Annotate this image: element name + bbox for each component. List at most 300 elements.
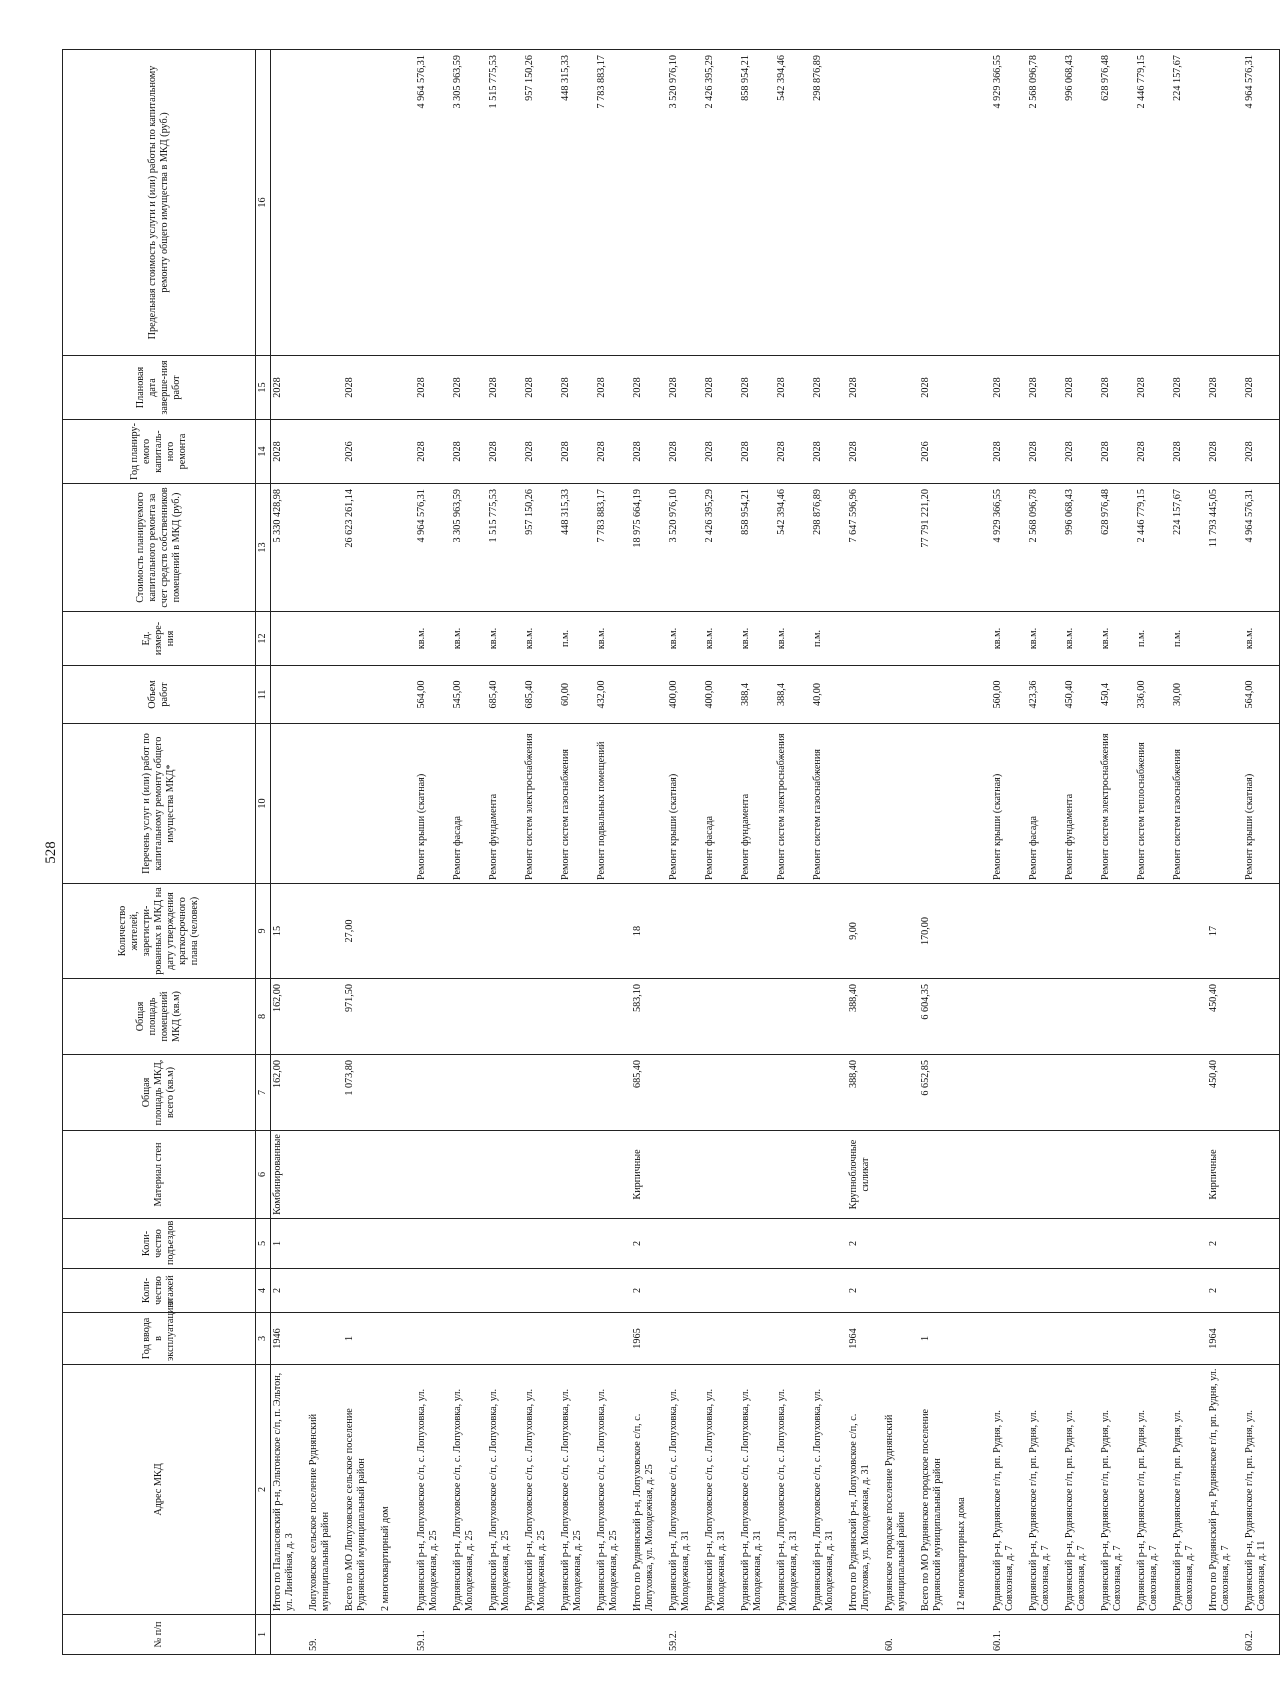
table-cell <box>991 1055 1027 1131</box>
table-cell <box>451 1055 487 1131</box>
table-row <box>955 50 991 1655</box>
table-cell: п.м. <box>1171 612 1207 666</box>
table-cell: 858 954,21 <box>739 50 775 356</box>
table-cell: п.м. <box>1135 612 1171 666</box>
table-cell: Комбинированные <box>271 1131 308 1219</box>
table-cell <box>559 1055 595 1131</box>
table-cell: 2026 <box>343 420 379 484</box>
table-cell <box>739 1269 775 1313</box>
table-cell <box>1243 884 1280 979</box>
table-cell <box>1099 979 1135 1055</box>
table-cell <box>847 612 883 666</box>
table-cell <box>703 1269 739 1313</box>
table-cell: кв.м. <box>1099 612 1135 666</box>
table-cell <box>739 884 775 979</box>
table-cell <box>1099 884 1135 979</box>
table-cell: 2 426 395,29 <box>703 484 739 612</box>
column-number-row <box>256 50 271 1655</box>
table-cell <box>955 1313 991 1365</box>
table-cell: Итого по Палласовский р-н, Эльтонское с/п, п. Эльтон, ул. Линейная, д. 3 <box>271 1365 308 1615</box>
table-cell <box>811 1055 847 1131</box>
table-cell <box>1135 1269 1171 1313</box>
table-cell <box>667 1219 703 1269</box>
table-cell <box>307 1313 343 1365</box>
table-cell: 2028 <box>1135 356 1171 420</box>
table-cell: 2028 <box>487 356 523 420</box>
table-cell <box>379 612 415 666</box>
table-cell <box>1243 1131 1280 1219</box>
table-cell: 448 315,33 <box>559 484 595 612</box>
table-cell: 3 305 963,59 <box>451 50 487 356</box>
table-cell: Руднянское городское поселение Руднянский муниципальный район <box>883 1365 919 1615</box>
table-cell <box>379 50 415 356</box>
table-cell: 2028 <box>811 356 847 420</box>
table-cell: 1965 <box>631 1313 667 1365</box>
column-header: Стоимость планируемого капитального ремонта за счет средств собственников помещений в МКД (руб.) <box>63 484 256 612</box>
table-cell <box>487 1313 523 1365</box>
table-cell <box>307 1055 343 1131</box>
table-cell: 2028 <box>1243 356 1280 420</box>
table-cell <box>703 979 739 1055</box>
table-cell <box>307 484 343 612</box>
table-cell <box>307 1219 343 1269</box>
table-cell <box>343 612 379 666</box>
table-cell <box>991 1269 1027 1313</box>
table-cell: 2028 <box>919 356 955 420</box>
table-cell: 2028 <box>811 420 847 484</box>
table-cell: 388,40 <box>847 979 883 1055</box>
table-cell <box>883 884 919 979</box>
table-cell: 59.2. <box>667 1615 703 1655</box>
column-number: 2 <box>256 1365 271 1615</box>
table-cell: 450,40 <box>1063 666 1099 724</box>
table-cell: 2028 <box>1063 356 1099 420</box>
table-cell: кв.м. <box>775 612 811 666</box>
column-header: Объем работ <box>63 666 256 724</box>
table-cell: Руднянский р-н, Руднянское г/п, рп. Рудня, ул. Совхозная, д. 11 <box>1243 1365 1280 1615</box>
table-cell: 27,00 <box>343 884 379 979</box>
table-cell: Ремонт систем газоснабжения <box>559 724 595 884</box>
table-cell: 60,00 <box>559 666 595 724</box>
table-body <box>271 50 1280 1655</box>
table-cell <box>1099 1269 1135 1313</box>
table-cell <box>559 1269 595 1313</box>
table-cell: 450,4 <box>1099 666 1135 724</box>
table-cell: 2028 <box>523 356 559 420</box>
table-cell <box>415 1055 451 1131</box>
table-cell: 7 783 883,17 <box>595 50 631 356</box>
table-cell <box>1135 1615 1171 1655</box>
table-cell <box>1135 1313 1171 1365</box>
table-cell <box>955 884 991 979</box>
table-cell: 2028 <box>631 420 667 484</box>
table-cell: 4 964 576,31 <box>1243 50 1280 356</box>
column-number: 14 <box>256 420 271 484</box>
table-cell <box>739 1055 775 1131</box>
table-cell: 400,00 <box>703 666 739 724</box>
table-cell: 2028 <box>487 420 523 484</box>
table-cell: 2028 <box>631 356 667 420</box>
table-cell <box>811 1219 847 1269</box>
table-cell: 162,00 <box>271 979 308 1055</box>
table-cell <box>307 666 343 724</box>
table-cell <box>451 1269 487 1313</box>
table-cell: Руднянский р-н, Лопуховское с/п, с. Лопуховка, ул. Молодежная, д. 31 <box>739 1365 775 1615</box>
table-row <box>1171 50 1207 1655</box>
table-cell <box>1171 884 1207 979</box>
table-cell: 2 <box>631 1219 667 1269</box>
column-number: 12 <box>256 612 271 666</box>
table-cell: Руднянский р-н, Лопуховское с/п, с. Лопуховка, ул. Молодежная, д. 25 <box>523 1365 559 1615</box>
table-cell <box>379 1313 415 1365</box>
table-cell: 2 <box>631 1269 667 1313</box>
table-cell <box>379 724 415 884</box>
column-number: 7 <box>256 1055 271 1131</box>
table-row <box>703 50 739 1655</box>
table-cell <box>1171 1219 1207 1269</box>
table-cell <box>379 484 415 612</box>
table-cell <box>523 1131 559 1219</box>
table-cell <box>1027 884 1063 979</box>
column-header: Перечень услуг и (или) работ по капитальному ремонту общего имущества МКД* <box>63 724 256 884</box>
table-row <box>991 50 1027 1655</box>
table-cell <box>307 612 343 666</box>
table-cell: п.м. <box>811 612 847 666</box>
table-cell: 2026 <box>919 420 955 484</box>
column-number: 3 <box>256 1313 271 1365</box>
table-cell: 1946 <box>271 1313 308 1365</box>
table-cell: 2028 <box>595 420 631 484</box>
table-cell: 2028 <box>739 356 775 420</box>
table-cell: Руднянский р-н, Руднянское г/п, рп. Рудня, ул. Совхозная, д. 7 <box>991 1365 1027 1615</box>
table-cell: 2028 <box>775 356 811 420</box>
table-cell: 2028 <box>667 356 703 420</box>
table-cell <box>271 50 308 356</box>
table-cell: 2 446 779,15 <box>1135 484 1171 612</box>
table-cell: 2028 <box>847 356 883 420</box>
table-cell: 2 <box>847 1269 883 1313</box>
table-cell: Кирпичные <box>1207 1131 1243 1219</box>
table-cell <box>451 1131 487 1219</box>
table-cell: 2028 <box>451 356 487 420</box>
table-cell <box>343 666 379 724</box>
table-cell <box>559 884 595 979</box>
table-cell: 2028 <box>559 356 595 420</box>
table-cell: 1 <box>271 1219 308 1269</box>
table-cell <box>847 1615 883 1655</box>
column-header: Адрес МКД <box>63 1365 256 1615</box>
table-row <box>379 50 415 1655</box>
table-cell: Ремонт систем газоснабжения <box>811 724 847 884</box>
column-number: 1 <box>256 1615 271 1655</box>
table-cell <box>991 979 1027 1055</box>
column-number: 13 <box>256 484 271 612</box>
table-cell <box>775 1313 811 1365</box>
table-cell <box>595 1055 631 1131</box>
table-cell <box>415 1219 451 1269</box>
table-cell: 1 515 775,53 <box>487 50 523 356</box>
table-cell <box>919 612 955 666</box>
table-cell: п.м. <box>559 612 595 666</box>
table-cell <box>955 1219 991 1269</box>
table-cell: Руднянский р-н, Лопуховское с/п, с. Лопуховка, ул. Молодежная, д. 31 <box>811 1365 847 1615</box>
table-cell: кв.м. <box>1243 612 1280 666</box>
table-cell: 448 315,33 <box>559 50 595 356</box>
table-cell <box>739 1219 775 1269</box>
table-cell <box>1027 1131 1063 1219</box>
table-cell <box>847 50 883 356</box>
table-cell: 1 <box>919 1313 955 1365</box>
table-cell <box>847 724 883 884</box>
table-cell: кв.м. <box>991 612 1027 666</box>
table-row <box>343 50 379 1655</box>
table-cell: 560,00 <box>991 666 1027 724</box>
table-cell: Руднянский р-н, Лопуховское с/п, с. Лопуховка, ул. Молодежная, д. 25 <box>595 1365 631 1615</box>
table-cell: 685,40 <box>523 666 559 724</box>
table-cell: 542 394,46 <box>775 484 811 612</box>
table-cell: 60. <box>883 1615 919 1655</box>
table-cell: 2028 <box>847 420 883 484</box>
table-cell: Руднянский р-н, Лопуховское с/п, с. Лопуховка, ул. Молодежная, д. 25 <box>451 1365 487 1615</box>
table-cell <box>1171 1269 1207 1313</box>
table-cell <box>1171 1615 1207 1655</box>
table-cell: 1964 <box>847 1313 883 1365</box>
table-cell <box>919 50 955 356</box>
table-cell: Ремонт фундамента <box>739 724 775 884</box>
table-row <box>451 50 487 1655</box>
table-cell <box>307 1269 343 1313</box>
table-cell: 2028 <box>1099 356 1135 420</box>
table-cell: 1964 <box>1207 1313 1243 1365</box>
table-cell: кв.м. <box>667 612 703 666</box>
table-cell: Ремонт систем газоснабжения <box>1171 724 1207 884</box>
table-cell <box>415 1131 451 1219</box>
table-cell <box>883 50 919 356</box>
table-cell <box>415 979 451 1055</box>
table-cell: кв.м. <box>1027 612 1063 666</box>
table-cell: 77 791 221,20 <box>919 484 955 612</box>
table-cell <box>343 50 379 356</box>
table-cell: 2028 <box>415 356 451 420</box>
rotated-page <box>40 50 1267 1655</box>
table-cell <box>739 1313 775 1365</box>
table-cell <box>559 1131 595 1219</box>
table-cell <box>1027 1055 1063 1131</box>
table-cell: 59. <box>307 1615 343 1655</box>
table-cell <box>919 1131 955 1219</box>
table-cell <box>271 666 308 724</box>
table-row <box>487 50 523 1655</box>
table-cell <box>523 979 559 1055</box>
table-cell: 7 647 596,96 <box>847 484 883 612</box>
table-cell <box>775 1615 811 1655</box>
page-number: 528 <box>43 841 59 864</box>
table-cell <box>307 979 343 1055</box>
table-cell <box>1135 884 1171 979</box>
table-cell: Крупноблочные силикат <box>847 1131 883 1219</box>
table-cell: 2028 <box>991 356 1027 420</box>
table-cell: 2028 <box>343 356 379 420</box>
table-cell: 545,00 <box>451 666 487 724</box>
table-cell <box>1063 979 1099 1055</box>
table-cell <box>703 1615 739 1655</box>
table-cell <box>883 1131 919 1219</box>
table-cell <box>595 884 631 979</box>
table-cell <box>379 884 415 979</box>
column-header: Количество жителей, зарегистри-рованных в МКД на дату утверждения краткосрочного плана (человек) <box>63 884 256 979</box>
table-cell: 400,00 <box>667 666 703 724</box>
table-cell <box>451 979 487 1055</box>
table-cell <box>1243 1055 1280 1131</box>
table-cell: 4 964 576,31 <box>415 50 451 356</box>
table-cell <box>559 1219 595 1269</box>
table-cell <box>559 1313 595 1365</box>
table-cell <box>595 1131 631 1219</box>
table-row <box>775 50 811 1655</box>
table-cell: кв.м. <box>523 612 559 666</box>
table-cell: 2028 <box>775 420 811 484</box>
table-cell: Руднянский р-н, Лопуховское с/п, с. Лопуховка, ул. Молодежная, д. 31 <box>667 1365 703 1615</box>
table-cell <box>1099 1219 1135 1269</box>
table-cell: Всего по МО Руднянское городское поселение Руднянский муниципальный район <box>919 1365 955 1615</box>
table-cell <box>883 979 919 1055</box>
table-cell: 2028 <box>1207 356 1243 420</box>
table-cell: Ремонт крыши (скатная) <box>991 724 1027 884</box>
table-cell: Итого по Руднянский р-н, Руднянское г/п, рп. Рудня, ул. Совхозная, д. 7 <box>1207 1365 1243 1615</box>
column-header: Коли-чество подъездов <box>63 1219 256 1269</box>
table-cell: 2028 <box>559 420 595 484</box>
table-cell: Лопуховское сельское поселение Руднянский муниципальный район <box>307 1365 343 1615</box>
table-cell: Итого по Руднянский р-н, Лопуховское с/п, с. Лопуховка, ул. Молодежная, д. 25 <box>631 1365 667 1615</box>
table-cell <box>1063 1615 1099 1655</box>
table-cell: 388,4 <box>739 666 775 724</box>
table-cell <box>1063 1131 1099 1219</box>
table-cell <box>451 884 487 979</box>
table-cell: 336,00 <box>1135 666 1171 724</box>
table-cell: 2028 <box>271 420 308 484</box>
table-cell <box>919 1219 955 1269</box>
table-cell <box>379 1055 415 1131</box>
table-cell <box>379 979 415 1055</box>
table-cell <box>523 1269 559 1313</box>
table-row <box>919 50 955 1655</box>
table-cell <box>883 612 919 666</box>
table-cell: 170,00 <box>919 884 955 979</box>
table-cell: Руднянский р-н, Лопуховское с/п, с. Лопуховка, ул. Молодежная, д. 25 <box>559 1365 595 1615</box>
table-cell <box>883 1055 919 1131</box>
table-cell <box>955 50 991 356</box>
table-row <box>271 50 308 1655</box>
table-row <box>1207 50 1243 1655</box>
table-cell: 2 568 096,78 <box>1027 50 1063 356</box>
table-cell <box>595 1313 631 1365</box>
table-cell <box>847 666 883 724</box>
table-cell: 685,40 <box>487 666 523 724</box>
table-cell: 450,40 <box>1207 979 1243 1055</box>
table-cell <box>775 979 811 1055</box>
table-cell: 564,00 <box>415 666 451 724</box>
table-cell <box>1027 1313 1063 1365</box>
column-header: Плановая дата заверше-ния работ <box>63 356 256 420</box>
table-cell <box>343 1269 379 1313</box>
table-cell <box>343 1219 379 1269</box>
table-cell <box>523 1313 559 1365</box>
table-cell <box>307 884 343 979</box>
table-row <box>811 50 847 1655</box>
table-cell: Руднянский р-н, Лопуховское с/п, с. Лопуховка, ул. Молодежная, д. 31 <box>703 1365 739 1615</box>
table-cell <box>883 666 919 724</box>
table-cell: Руднянский р-н, Лопуховское с/п, с. Лопуховка, ул. Молодежная, д. 31 <box>775 1365 811 1615</box>
table-cell <box>919 666 955 724</box>
table-cell <box>703 1219 739 1269</box>
table-cell: 2028 <box>703 356 739 420</box>
table-cell: Ремонт фасада <box>1027 724 1063 884</box>
table-cell <box>559 979 595 1055</box>
table-cell: 583,10 <box>631 979 667 1055</box>
table-cell <box>271 612 308 666</box>
table-cell: 858 954,21 <box>739 484 775 612</box>
table-cell: 2028 <box>739 420 775 484</box>
table-cell <box>1135 1131 1171 1219</box>
table-cell <box>883 356 919 420</box>
table-cell: 4 929 366,55 <box>991 484 1027 612</box>
table-cell: Ремонт крыши (скатная) <box>1243 724 1280 884</box>
table-cell <box>1063 884 1099 979</box>
table-cell: 2028 <box>1027 356 1063 420</box>
column-header: Год планиру-емого капиталь-ного ремонта <box>63 420 256 484</box>
table-cell <box>631 724 667 884</box>
table-cell: 2028 <box>1027 420 1063 484</box>
table-cell: 2 <box>847 1219 883 1269</box>
table-cell: 298 876,89 <box>811 484 847 612</box>
table-cell: 2028 <box>595 356 631 420</box>
table-cell: 432,00 <box>595 666 631 724</box>
table-cell: 18 975 664,19 <box>631 484 667 612</box>
table-cell: 2028 <box>523 420 559 484</box>
table-cell <box>595 979 631 1055</box>
table-cell: Ремонт систем электроснабжения <box>1099 724 1135 884</box>
table-cell <box>1171 1313 1207 1365</box>
table-row <box>739 50 775 1655</box>
table-cell: 17 <box>1207 884 1243 979</box>
table-row <box>1063 50 1099 1655</box>
table-cell <box>883 1313 919 1365</box>
table-cell: Ремонт фасада <box>451 724 487 884</box>
table-cell <box>1099 1055 1135 1131</box>
table-cell: Руднянский р-н, Руднянское г/п, рп. Рудня, ул. Совхозная, д. 7 <box>1063 1365 1099 1615</box>
table-cell <box>631 1615 667 1655</box>
table-cell <box>595 1615 631 1655</box>
table-cell <box>703 1313 739 1365</box>
table-cell <box>955 612 991 666</box>
table-cell <box>955 356 991 420</box>
table-row <box>595 50 631 1655</box>
table-cell: Руднянский р-н, Руднянское г/п, рп. Рудня, ул. Совхозная, д. 7 <box>1171 1365 1207 1615</box>
table-cell: 2028 <box>1135 420 1171 484</box>
table-cell: Ремонт фасада <box>703 724 739 884</box>
table-cell <box>415 884 451 979</box>
column-header: Общая площадь МКД, всего (кв.м) <box>63 1055 256 1131</box>
table-cell <box>307 1131 343 1219</box>
table-cell: 423,36 <box>1027 666 1063 724</box>
table-cell <box>811 1313 847 1365</box>
table-cell: 2028 <box>1171 420 1207 484</box>
table-cell <box>1099 1615 1135 1655</box>
table-cell: 957 150,26 <box>523 50 559 356</box>
table-cell <box>1027 1269 1063 1313</box>
table-cell: 2 <box>271 1269 308 1313</box>
table-row <box>667 50 703 1655</box>
